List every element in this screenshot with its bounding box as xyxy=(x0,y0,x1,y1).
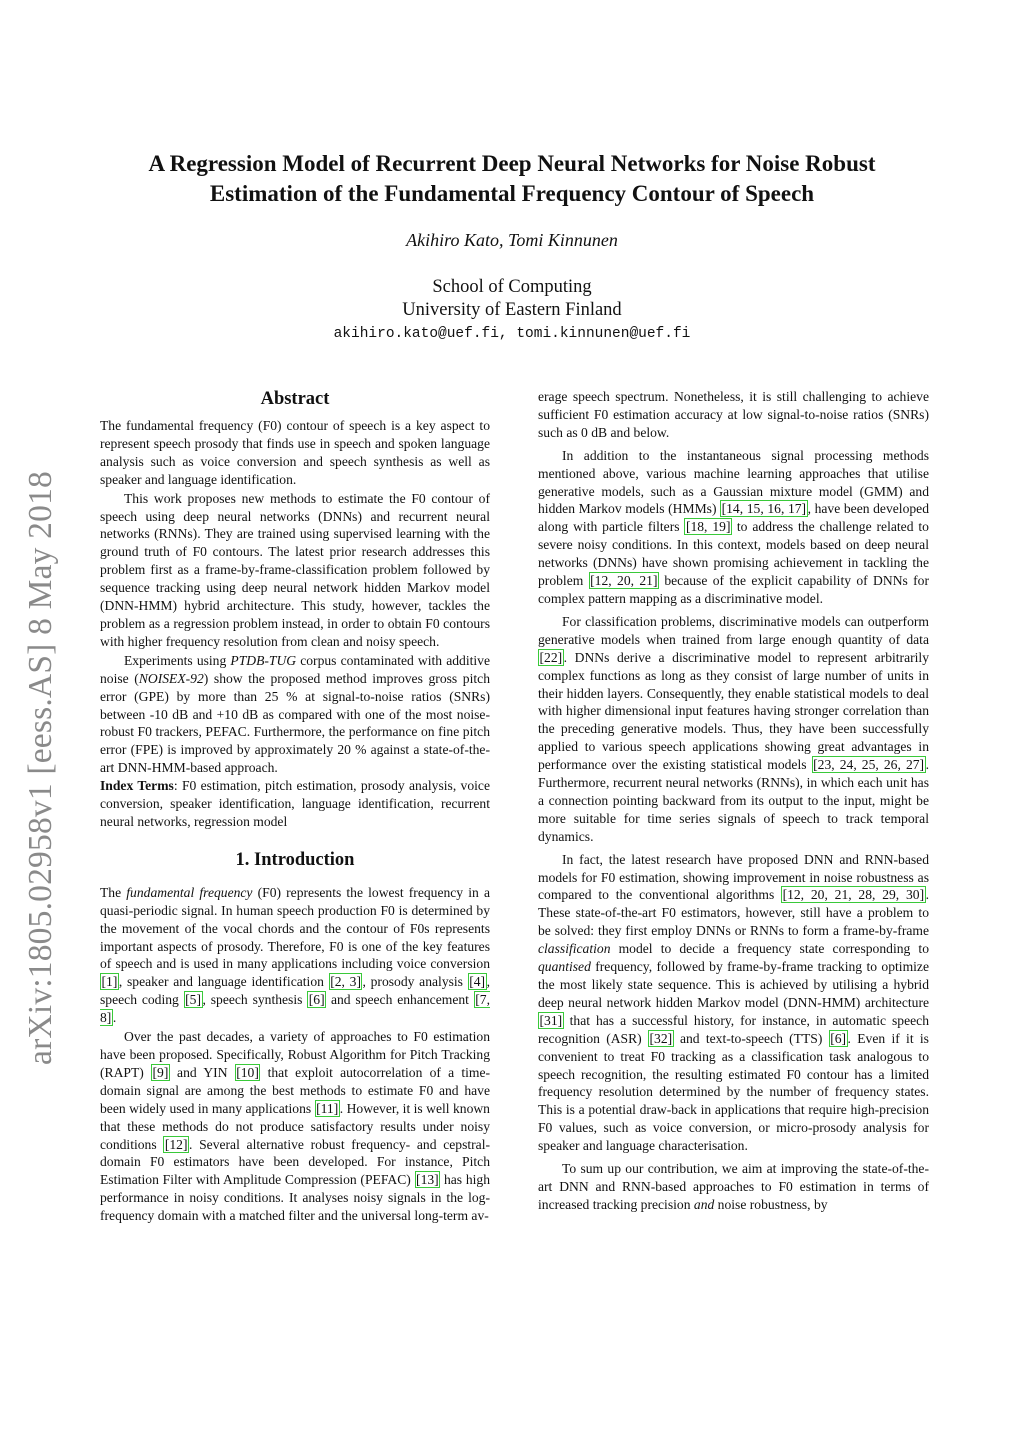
citation-link[interactable]: [6] xyxy=(308,992,325,1008)
body-text: (F0) represents the lowest frequency in a quasi-periodic signal. In human speech production F0 is determined by the movement of the vocal chords and the contour of F0s represents important aspects of prosody. Therefore, F0 is one of the key features of speech and is used in many applications including voice conversion xyxy=(100,884,490,972)
title-line-2: Estimation of the Fundamental Frequency Contour of Speech xyxy=(209,181,815,206)
emphasis-term: quantised xyxy=(538,959,591,975)
citation-link[interactable]: [9] xyxy=(152,1064,169,1080)
citation-link[interactable]: [7, 8] xyxy=(100,992,490,1026)
emphasis-term: and xyxy=(693,1196,715,1212)
citation-link[interactable]: [6] xyxy=(830,1030,847,1046)
body-text: For classification problems, discriminative models can outperform generative models when trained from large enough quantity of data xyxy=(538,613,929,647)
citation-link[interactable]: [31] xyxy=(539,1012,563,1028)
body-text: . Even if it is convenient to treat F0 tracking as a classification task analogous to speech recognition, the resulting estimated F0 contour has a limited frequency resolution determined by the number of frequency states. This is a potential draw-back in applications that require high-precision F0 values, such as voice conversion, or micro-prosody analysis for speaker and language characterisation. xyxy=(538,1030,929,1154)
title-line-1: A Regression Model of Recurrent Deep Neural Networks for Noise Robust xyxy=(148,151,876,176)
emphasis-term: fundamental frequency xyxy=(126,884,253,900)
citation-link[interactable]: [1] xyxy=(101,974,118,990)
affiliation xyxy=(60,276,964,322)
citation-link[interactable]: [5] xyxy=(185,992,202,1008)
citation-link[interactable]: [2, 3] xyxy=(330,974,361,990)
citation-link[interactable]: [22] xyxy=(539,649,563,665)
body-text: . Several alternative robust frequency- and cepstral-domain F0 estimators have been developed. For instance, Pitch Estimation Filter with Amplitude Compression (PEFAC) xyxy=(100,1136,490,1188)
paper-title xyxy=(60,149,964,209)
noise-dataset-name: NOISEX-92 xyxy=(138,670,204,686)
arxiv-identifier: arXiv:1805.02958v1 [eess.AS] 8 May 2018 xyxy=(22,471,59,1065)
body-text: . However, it is well known that these methods do not produce satisfactory results under noisy conditions xyxy=(100,1100,490,1152)
body-text: , speaker and language identification xyxy=(118,974,329,990)
body-text: noise robustness, by xyxy=(714,1196,828,1212)
abstract-text: Experiments using xyxy=(124,652,231,668)
citation-link[interactable]: [4] xyxy=(469,974,486,990)
emphasis-term: classification xyxy=(538,941,611,957)
intro-paragraph-2 xyxy=(100,1028,490,1225)
intro-paragraph-1 xyxy=(100,884,490,1027)
right-column xyxy=(538,388,929,1214)
body-text: because of the explicit capability of DNNs for complex pattern mapping as a discriminative model. xyxy=(538,573,929,606)
corpus-name: PTDB-TUG xyxy=(230,652,297,668)
abstract-paragraph-1: The fundamental frequency (F0) contour of speech is a key aspect to represent speech prosody that finds use in speech and spoken language analysis such as voice conversion and speech synthesis as well as speaker and language identification. xyxy=(100,418,490,487)
citation-link[interactable]: [18, 19] xyxy=(685,519,731,535)
body-text: has high performance in noisy conditions. It analyses noisy signals in the log-frequency domain with a matched filter and the universal long-term av- xyxy=(100,1172,490,1224)
body-text: to address the challenge related to severe noisy conditions. In this context, models based on deep neural networks (DNNs) have shown promising achievement in tackling the problem xyxy=(538,519,929,589)
abstract-paragraph-2: This work proposes new methods to estimate the F0 contour of speech using deep neural networks (DNNs) and recurrent neural networks (RNNs). They are trained using supervised learning with the ground truth of F0 contours. The latest prior research addresses this problem first as a frame-by-frame-classification problem followed by sequence tracking using deep neural network hidden Markov model (DNN-HMM) hybrid architecture. This study, however, tackles the problem as a regression problem instead, in order to obtain F0 contours with higher frequency resolution from clean and noisy speech. xyxy=(100,490,490,649)
author-list: Akihiro Kato, Tomi Kinnunen xyxy=(406,230,618,250)
index-terms xyxy=(100,777,490,831)
body-text: . xyxy=(112,1010,117,1026)
body-text: that exploit autocorrelation of a time-domain signal are among the best methods to estimate F0 and have been widely used in many applications xyxy=(100,1064,491,1116)
abstract-text: corpus contaminated with additive noise ( xyxy=(100,652,490,686)
body-paragraph-contribution xyxy=(538,1160,929,1214)
body-text: . DNNs derive a discriminative model to represent arbitrarily complex functions as long as they consist of large number of units in their hidden layers. Consequently, they enable statistical models to deal with higher dimensional input features having stronger correlation than the preceding generative models. Thus, they have been successfully applied to various speech applications showing great advantages in performance over the existing statistical models xyxy=(538,649,929,773)
citation-link[interactable]: [11] xyxy=(316,1100,339,1116)
body-text: , have been developed along with particle filters xyxy=(538,501,930,535)
body-text: and YIN xyxy=(169,1064,235,1080)
index-terms-list: : F0 estimation, pitch estimation, prosody analysis, voice conversion, speaker identification, language identification, recurrent neural networks, regression model xyxy=(100,778,490,829)
body-text: The xyxy=(100,884,127,900)
abstract-heading: Abstract xyxy=(260,389,330,409)
citation-link[interactable]: [10] xyxy=(236,1064,259,1080)
body-text: In addition to the instantaneous signal processing methods mentioned above, various machine learning approaches that utilise generative models, such as a Gaussian mixture model (GMM) and hidden Markov models (HMMs) xyxy=(538,447,929,517)
affiliation-school: School of Computing xyxy=(432,277,592,297)
body-text: . These state-of-the-art F0 estimators, however, still have a problem to be solved: they first employ DNNs or RNNs to form a frame-by-frame xyxy=(538,887,929,939)
body-text: . Furthermore, recurrent neural networks (RNNs), in which each unit has a connection pointing backward from its output to the input, might be more suitable for time series signals of speech to track temporal dynamics. xyxy=(538,757,929,844)
citation-link[interactable]: [23, 24, 25, 26, 27] xyxy=(813,757,925,773)
body-text: and speech enhancement xyxy=(326,992,474,1008)
body-text: , speech synthesis xyxy=(202,992,308,1008)
body-text: and text-to-speech (TTS) xyxy=(673,1030,829,1046)
citation-link[interactable]: [13] xyxy=(416,1172,439,1188)
citation-link[interactable]: [12] xyxy=(164,1136,188,1152)
continued-paragraph: erage speech spectrum. Nonetheless, it is still challenging to achieve sufficient F0 estimation accuracy at low signal-to-noise ratios (SNRs) such as 0 dB and below. xyxy=(538,389,929,440)
abstract-paragraph-3 xyxy=(100,652,490,777)
author-emails: akihiro.kato@uef.fi, tomi.kinnunen@uef.fi xyxy=(333,326,691,342)
index-terms-label: Index Terms xyxy=(100,778,174,794)
body-text: Over the past decades, a variety of approaches to F0 estimation have been proposed. Specifically, Robust Algorithm for Pitch Tracking (RAPT) xyxy=(100,1029,490,1080)
body-text: In fact, the latest research have proposed DNN and RNN-based models for F0 estimation, showing improvement in noise robustness as compared to the conventional algorithms xyxy=(538,851,929,903)
body-paragraph-discriminative xyxy=(538,613,929,846)
body-text: , speech coding xyxy=(100,974,490,1008)
citation-link[interactable]: [12, 20, 21] xyxy=(590,573,658,589)
citation-link[interactable]: [12, 20, 21, 28, 29, 30] xyxy=(782,887,925,903)
body-text: model to decide a frequency state corresponding to xyxy=(610,941,929,957)
left-column xyxy=(100,388,490,1225)
body-paragraph-state-of-art xyxy=(538,851,929,1155)
introduction-heading: 1. Introduction xyxy=(235,849,355,870)
citation-link[interactable]: [14, 15, 16, 17] xyxy=(721,501,807,517)
affiliation-university: University of Eastern Finland xyxy=(402,300,622,320)
body-text: frequency, followed by frame-by-frame tracking to optimize the most likely state sequence. This is achieved by utilising a hybrid deep neural network hidden Markov model (DNN-HMM) architecture xyxy=(538,959,929,1010)
body-text: that has a successful history, for instance, in automatic speech recognition (ASR) xyxy=(538,1012,929,1046)
citation-link[interactable]: [32] xyxy=(649,1030,673,1046)
body-paragraph-ml-approaches xyxy=(538,447,929,608)
abstract-text: ) show the proposed method improves gross pitch error (GPE) by more than 25 % at signal-to-noise ratios (SNRs) between -10 dB and +10 dB as compared with one of the most noise-robust F0 trackers, PEFAC. Furthermore, the performance on fine pitch error (FPE) is improved by approximately 20 % against a state-of-the-art DNN-HMM-based approach. xyxy=(100,670,490,776)
body-text: , prosody analysis xyxy=(362,974,468,990)
body-text: To sum up our contribution, we aim at improving the state-of-the-art DNN and RNN-based approaches to F0 estimation in terms of increased tracking precision xyxy=(538,1161,929,1212)
